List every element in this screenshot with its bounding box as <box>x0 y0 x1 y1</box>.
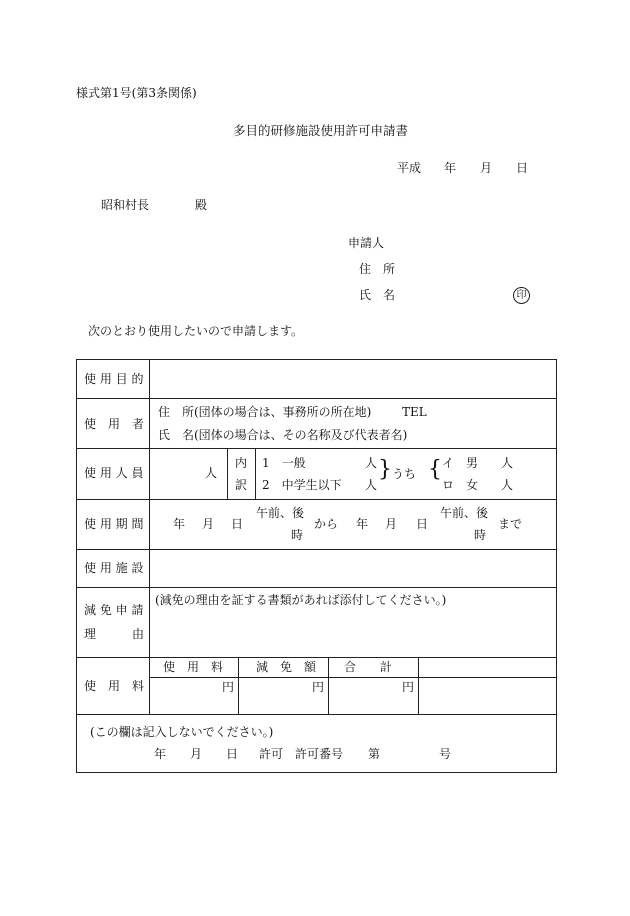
period-from: から <box>314 517 339 531</box>
period-end-year: 年 <box>356 517 369 531</box>
application-form-table <box>76 359 557 773</box>
persons-label: 使 用 人 員 <box>84 466 144 480</box>
uchi-text: うち <box>392 467 417 481</box>
office-use-note: (この欄は記入しないでください。) <box>90 725 274 739</box>
date-day: 日 <box>516 161 529 175</box>
applicant-address-label: 住 所 <box>359 262 396 276</box>
persons-total-unit: 人 <box>205 466 218 480</box>
persons-general: 1 一般 <box>262 456 306 470</box>
applicant-name-label: 氏 名 <box>359 288 396 302</box>
period-end-month: 月 <box>385 517 398 531</box>
fee-column-divider <box>238 657 239 714</box>
date-era: 平成 <box>397 161 422 175</box>
office-day: 日 <box>226 747 239 761</box>
office-permit: 許可 <box>259 747 284 761</box>
addressee: 昭和村長 <box>101 198 150 212</box>
date-month: 月 <box>480 161 493 175</box>
fee-header-reduction: 減 免 額 <box>256 660 317 674</box>
persons-junior-unit: 人 <box>365 478 378 492</box>
office-year: 年 <box>154 747 167 761</box>
facility-label: 使 用 施 設 <box>84 561 144 575</box>
period-start-year: 年 <box>173 517 186 531</box>
purpose-label: 使 用 目 的 <box>84 372 144 386</box>
intro-text: 次のとおり使用したいので申請します。 <box>88 324 304 338</box>
period-start-hour: 時 <box>291 528 304 542</box>
persons-female: ロ 女 <box>442 478 479 492</box>
period-start-day: 日 <box>231 517 244 531</box>
fee-header-total: 合 計 <box>344 660 393 674</box>
breakdown-label-bottom: 訳 <box>235 478 248 492</box>
fee-reduction-yen: 円 <box>312 680 325 694</box>
persons-male: イ 男 <box>442 456 479 470</box>
period-start-ampm: 午前、後 <box>256 506 305 520</box>
table-border-left <box>76 359 77 773</box>
honorific: 殿 <box>195 198 208 212</box>
fee-total-yen: 円 <box>402 680 415 694</box>
user-tel-text: TEL <box>402 405 427 419</box>
fee-column-divider <box>328 657 329 714</box>
period-label: 使 用 期 間 <box>84 517 144 531</box>
user-label: 使 用 者 <box>84 417 145 431</box>
persons-male-unit: 人 <box>501 456 514 470</box>
breakdown-label-top: 内 <box>235 456 248 470</box>
office-dai: 第 <box>368 747 381 761</box>
period-end-day: 日 <box>416 517 429 531</box>
period-until: まで <box>498 517 523 531</box>
form-title: 多目的研修施設使用許可申請書 <box>233 123 409 138</box>
table-border-bottom <box>76 772 557 773</box>
user-name-text: 氏 名(団体の場合は、その名称及び代表者名) <box>158 428 408 442</box>
form-number: 様式第1号(第3条関係) <box>76 86 197 100</box>
office-permit-number: 許可番号 <box>295 747 344 761</box>
persons-junior: 2 中学生以下 <box>262 478 342 492</box>
office-month: 月 <box>190 747 203 761</box>
period-end-hour: 時 <box>474 528 487 542</box>
fee-header-usage: 使 用 料 <box>163 660 224 674</box>
applicant-label: 申請人 <box>348 236 385 250</box>
user-address-text: 住 所(団体の場合は、事務所の所在地) <box>158 405 372 419</box>
fee-usage-yen: 円 <box>222 680 235 694</box>
date-year: 年 <box>444 161 457 175</box>
period-end-ampm: 午前、後 <box>440 506 489 520</box>
row-divider <box>76 714 557 715</box>
brace-left: { <box>428 457 442 482</box>
table-border-right <box>556 359 557 773</box>
label-column-divider <box>149 359 150 714</box>
reduction-label-line1: 減 免 申 請 <box>84 603 144 617</box>
fee-column-divider <box>418 657 419 714</box>
seal-mark: 印 <box>513 287 530 304</box>
persons-female-unit: 人 <box>501 478 514 492</box>
persons-divider <box>255 448 256 499</box>
fee-label: 使 用 料 <box>84 679 145 693</box>
period-start-month: 月 <box>202 517 215 531</box>
persons-general-unit: 人 <box>365 456 378 470</box>
reduction-label-line2: 理 由 <box>84 627 145 641</box>
office-go: 号 <box>439 747 452 761</box>
brace-right: } <box>378 457 392 482</box>
fee-header-divider <box>149 677 557 678</box>
persons-divider <box>227 448 228 499</box>
reduction-note: (減免の理由を証する書類があれば添付してください。) <box>155 593 447 607</box>
